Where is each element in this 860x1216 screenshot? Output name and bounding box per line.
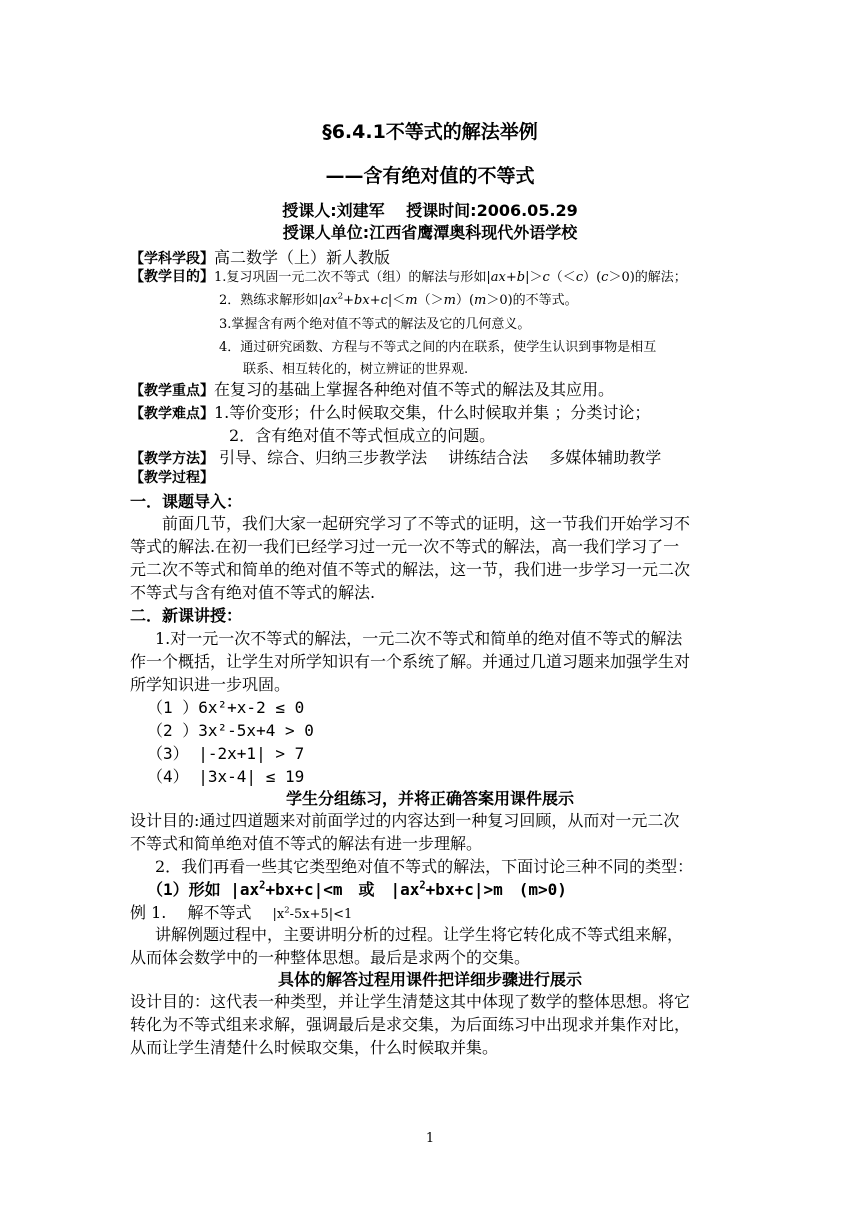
unit-line: 授课人单位:江西省鹰潭奥科现代外语学校 bbox=[282, 223, 578, 242]
goal-1-c: c bbox=[542, 270, 550, 285]
section-2-para-line-1: 1.对一元一次不等式的解法，一元二次不等式和简单的绝对值不等式的解法 bbox=[155, 629, 683, 648]
goal-row-4b: 联系、相互转化的，树立辨证的世界观. bbox=[243, 362, 469, 377]
example-1-label: 例 1. 解不等式 bbox=[130, 903, 273, 922]
type-1-heading bbox=[147, 877, 567, 900]
section-2-para-2: 2．我们再看一些其它类型绝对值不等式的解法，下面讨论三种不同的类型： bbox=[155, 857, 694, 876]
goal-tag: 【教学目的】 bbox=[130, 269, 214, 285]
goal-2-c: c bbox=[380, 293, 388, 308]
goal-2-sup: 2 bbox=[337, 290, 344, 301]
section-2-heading: 二．新课讲授： bbox=[130, 606, 243, 625]
goal-1-plus: + bbox=[505, 270, 517, 285]
design-purpose-2-line-1: 设计目的：这代表一种类型，并让学生清楚这其中体现了数学的整体思想。将它 bbox=[130, 992, 691, 1011]
type-1-mid: +bx+c|<m 或 |ax bbox=[265, 880, 420, 899]
subject-tag: 【学科学段】 bbox=[130, 251, 214, 267]
method-tag: 【教学方法】 bbox=[130, 451, 214, 467]
section-1-para-line-2: 等式的解法.在初一我们已经学习过一元一次不等式的解法，高一我们学习了一 bbox=[130, 537, 680, 556]
goal-2-ax: ax bbox=[322, 293, 338, 308]
subject-text: 高二数学（上）新人教版 bbox=[214, 248, 391, 267]
goal-1-post: ＞0)的解法； bbox=[608, 270, 687, 285]
design-purpose-1-line-1: 设计目的:通过四道题来对前面学过的内容达到一种复习回顾，从而对一元二次 bbox=[130, 811, 680, 830]
goal-2-pre: 2．熟练求解形如| bbox=[219, 293, 323, 308]
key-tag: 【教学重点】 bbox=[130, 383, 214, 399]
goal-1-c3: c bbox=[601, 270, 609, 285]
goal-row-2 bbox=[219, 289, 578, 308]
page-subtitle: ——含有绝对值的不等式 bbox=[325, 165, 535, 187]
exercise-2: （2 ）3x²-5x+4 > 0 bbox=[147, 721, 314, 740]
goal-row-3: 3.掌握含有两个绝对值不等式的解法及它的几何意义。 bbox=[219, 317, 531, 332]
goal-1-b: b bbox=[516, 270, 526, 285]
design-purpose-2-line-2: 转化为不等式组来求解，强调最后是求交集，为后面练习中出现求并集作对比， bbox=[130, 1015, 691, 1034]
page-title: §6.4.1不等式的解法举例 bbox=[322, 121, 538, 143]
example-1-row bbox=[130, 900, 352, 923]
goal-2-lt: |＜ bbox=[387, 293, 406, 308]
subject-row bbox=[130, 245, 390, 268]
goal-1-text bbox=[214, 270, 687, 285]
teacher-line: 授课人:刘建军 授课时间:2006.05.29 bbox=[282, 201, 578, 220]
difficulty-tag: 【教学难点】 bbox=[130, 406, 214, 422]
section-1-heading: 一．课题导入： bbox=[130, 492, 243, 511]
goal-2-post: ＞0)的不等式。 bbox=[486, 293, 578, 308]
type-1-pre: （1）形如 |ax bbox=[147, 880, 260, 899]
page-number: 1 bbox=[425, 1131, 435, 1146]
goal-1-pre: 1.复习巩固一元二次不等式（组）的解法与形如| bbox=[214, 270, 491, 285]
method-row bbox=[130, 445, 661, 468]
type-1-post: +bx+c|>m (m>0) bbox=[425, 880, 567, 899]
goal-1-ax: ax bbox=[490, 270, 506, 285]
goal-2-m2: m bbox=[443, 293, 456, 308]
goal-2-close: ）( bbox=[455, 293, 475, 308]
example-1-expr-post: -5x+5|<1 bbox=[289, 907, 353, 922]
exercise-1: （1 ）6x²+x-2 ≤ 0 bbox=[147, 698, 305, 717]
goal-1-gt: |＞ bbox=[525, 270, 543, 285]
design-purpose-2-line-3: 从而让学生清楚什么时候取交集，什么时候取并集。 bbox=[130, 1038, 499, 1057]
difficulty-row-2: 2．含有绝对值不等式恒成立的问题。 bbox=[229, 426, 496, 445]
section-1-para-line-1: 前面几节，我们大家一起研究学习了不等式的证明，这一节我们开始学习不 bbox=[162, 514, 691, 533]
design-purpose-1-line-2: 不等式和简单绝对值不等式的解法有进一步理解。 bbox=[130, 834, 483, 853]
key-text: 在复习的基础上掌握各种绝对值不等式的解法及其应用。 bbox=[214, 380, 615, 399]
section-2-para-line-2: 作一个概括，让学生对所学知识有一个系统了解。并通过几道习题来加强学生对 bbox=[130, 652, 691, 671]
process-tag: 【教学过程】 bbox=[130, 470, 214, 486]
section-2-para-line-3: 所学知识进一步巩固。 bbox=[130, 675, 291, 694]
section-1-para-line-3: 元二次不等式和简单的绝对值不等式的解法，这一节，我们进一步学习一元二次 bbox=[130, 560, 691, 579]
type-1-sup-2: 2 bbox=[419, 879, 426, 892]
example-1-expression bbox=[272, 904, 353, 922]
goal-row-4a: 4．通过研究函数、方程与不等式之间的内在联系，使学生认识到事物是相互 bbox=[219, 340, 657, 355]
exercise-3: （3） |-2x+1| > 7 bbox=[147, 744, 305, 763]
goal-2-plus: + bbox=[343, 293, 355, 308]
explanation-line-1: 讲解例题过程中，主要讲明分析的过程。让学生将它转化成不等式组来解， bbox=[155, 925, 684, 944]
difficulty-row-1 bbox=[130, 400, 650, 423]
goal-1-paren2: ）( bbox=[583, 270, 602, 285]
example-1-expr-sup: 2 bbox=[284, 904, 290, 915]
exercise-4: （4） |3x-4| ≤ 19 bbox=[147, 767, 305, 786]
type-1-sup-1: 2 bbox=[259, 879, 266, 892]
goal-1-c2: c bbox=[575, 270, 584, 285]
goal-2-m: m bbox=[405, 293, 418, 308]
key-row bbox=[130, 377, 614, 400]
solution-display-heading: 具体的解答过程用课件把详细步骤进行展示 bbox=[277, 970, 582, 989]
goal-2-bx: bx bbox=[354, 293, 370, 308]
section-1-para-line-4: 不等式与含有绝对值不等式的解法. bbox=[130, 583, 376, 602]
goal-2-plus2: + bbox=[369, 293, 381, 308]
group-practice-heading: 学生分组练习，并将正确答案用课件展示 bbox=[285, 789, 574, 808]
example-1-expr-pre: |x bbox=[272, 907, 285, 922]
method-text: 引导、综合、归纳三步教学法 讲练结合法 多媒体辅助教学 bbox=[214, 448, 662, 467]
explanation-line-2: 从而体会数学中的一种整体思想。最后是求两个的交集。 bbox=[130, 948, 531, 967]
difficulty-text-1: 1.等价变形；什么时候取交集，什么时候取并集 ；分类讨论； bbox=[214, 403, 651, 422]
goal-2-m3: m bbox=[474, 293, 487, 308]
goal-2-gt: （＞ bbox=[417, 293, 444, 308]
goal-row-1 bbox=[130, 266, 687, 286]
goal-1-paren1: （＜ bbox=[549, 270, 576, 285]
